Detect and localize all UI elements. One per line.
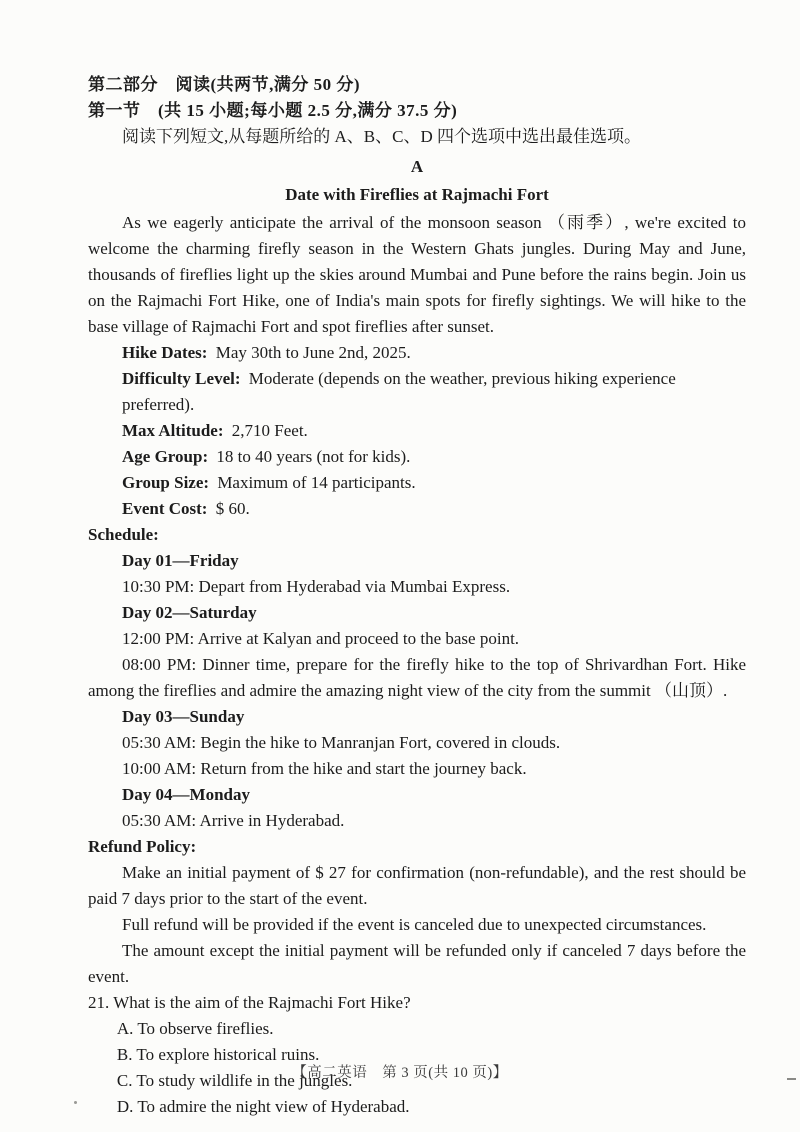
detail-text: Moderate (depends on the weather, previous hiking experience preferred). (122, 369, 676, 414)
instructions: 阅读下列短文,从每题所给的 A、B、C、D 四个选项中选出最佳选项。 (122, 127, 641, 146)
schedule-item: 12:00 PM: Arrive at Kalyan and proceed to the base point. (122, 629, 520, 648)
part-heading: 第二部分 阅读(共两节,满分 50 分) (88, 75, 361, 94)
schedule-heading: Schedule: (88, 525, 159, 544)
detail-label: Group Size: (122, 473, 210, 492)
schedule-item: 05:30 AM: Arrive in Hyderabad. (122, 811, 345, 830)
detail-label: Difficulty Level: (122, 369, 241, 388)
passage-title: Date with Fireflies at Rajmachi Fort (285, 185, 549, 204)
schedule-item: 08:00 PM: Dinner time, prepare for the firefly hike to the top of Shrivardhan Fort. Hike among the fireflies and admire the amazing night view of the city from the summit （山顶）. (88, 655, 746, 700)
option-d: D. To admire the night view of Hyderabad. (116, 1097, 410, 1116)
detail-age-group (88, 444, 746, 470)
schedule-item: 10:30 PM: Depart from Hyderabad via Mumbai Express. (122, 577, 511, 596)
detail-text: 2,710 Feet. (231, 421, 308, 440)
scan-artifact-dot (74, 1101, 77, 1104)
schedule-item: 10:00 AM: Return from the hike and start the journey back. (122, 759, 527, 778)
refund-paragraph: Make an initial payment of $ 27 for confirmation (non-refundable), and the rest should be paid 7 days prior to the start of the event. (88, 863, 746, 908)
detail-text: Maximum of 14 participants. (217, 473, 416, 492)
schedule-day-1: Day 01—Friday (122, 551, 239, 570)
schedule-day-2: Day 02—Saturday (122, 603, 257, 622)
detail-label: Hike Dates: (122, 343, 208, 362)
section-heading: 第一节 (共 15 小题;每小题 2.5 分,满分 37.5 分) (88, 101, 458, 120)
detail-group-size (88, 470, 746, 496)
question-number: 21. (88, 993, 110, 1012)
refund-heading: Refund Policy: (88, 837, 197, 856)
schedule-day-4: Day 04—Monday (122, 785, 250, 804)
detail-text: $ 60. (215, 499, 250, 518)
question-21 (88, 990, 746, 1016)
detail-label: Max Altitude: (122, 421, 224, 440)
passage-label: A (410, 157, 424, 176)
option-c: C. To study wildlife in the jungles. (116, 1071, 353, 1090)
detail-text: May 30th to June 2nd, 2025. (215, 343, 411, 362)
schedule-item: 05:30 AM: Begin the hike to Manranjan Fort, covered in clouds. (122, 733, 561, 752)
detail-difficulty (88, 366, 746, 418)
detail-label: Age Group: (122, 447, 209, 466)
refund-paragraph: Full refund will be provided if the event is canceled due to unexpected circumstances. (122, 915, 707, 934)
schedule-day-3: Day 03—Sunday (122, 707, 245, 726)
detail-text: 18 to 40 years (not for kids). (216, 447, 411, 466)
detail-label: Event Cost: (122, 499, 208, 518)
option-b: B. To explore historical ruins. (116, 1045, 320, 1064)
option-a: A. To observe fireflies. (116, 1019, 274, 1038)
detail-altitude (88, 418, 746, 444)
intro-paragraph: As we eagerly anticipate the arrival of the monsoon season （雨季）, we're excited to welcome the charming firefly season in the Western Ghats jungles. During May and June, thousands of fireflies light up the skies around Mumbai and Pune before the rains begin. Join us on the Rajmachi Fort Hike, one of India's main spots for firefly sightings. We will hike to the base village of Rajmachi Fort and spot fireflies after sunset. (88, 213, 746, 336)
detail-hike-dates (88, 340, 746, 366)
detail-event-cost (88, 496, 746, 522)
scan-artifact-dash (787, 1078, 796, 1080)
refund-paragraph: The amount except the initial payment will be refunded only if canceled 7 days before the event. (88, 941, 746, 986)
question-text: What is the aim of the Rajmachi Fort Hike? (113, 993, 411, 1012)
page-footer: 【高二英语 第 3 页(共 10 页)】 (292, 1065, 508, 1081)
